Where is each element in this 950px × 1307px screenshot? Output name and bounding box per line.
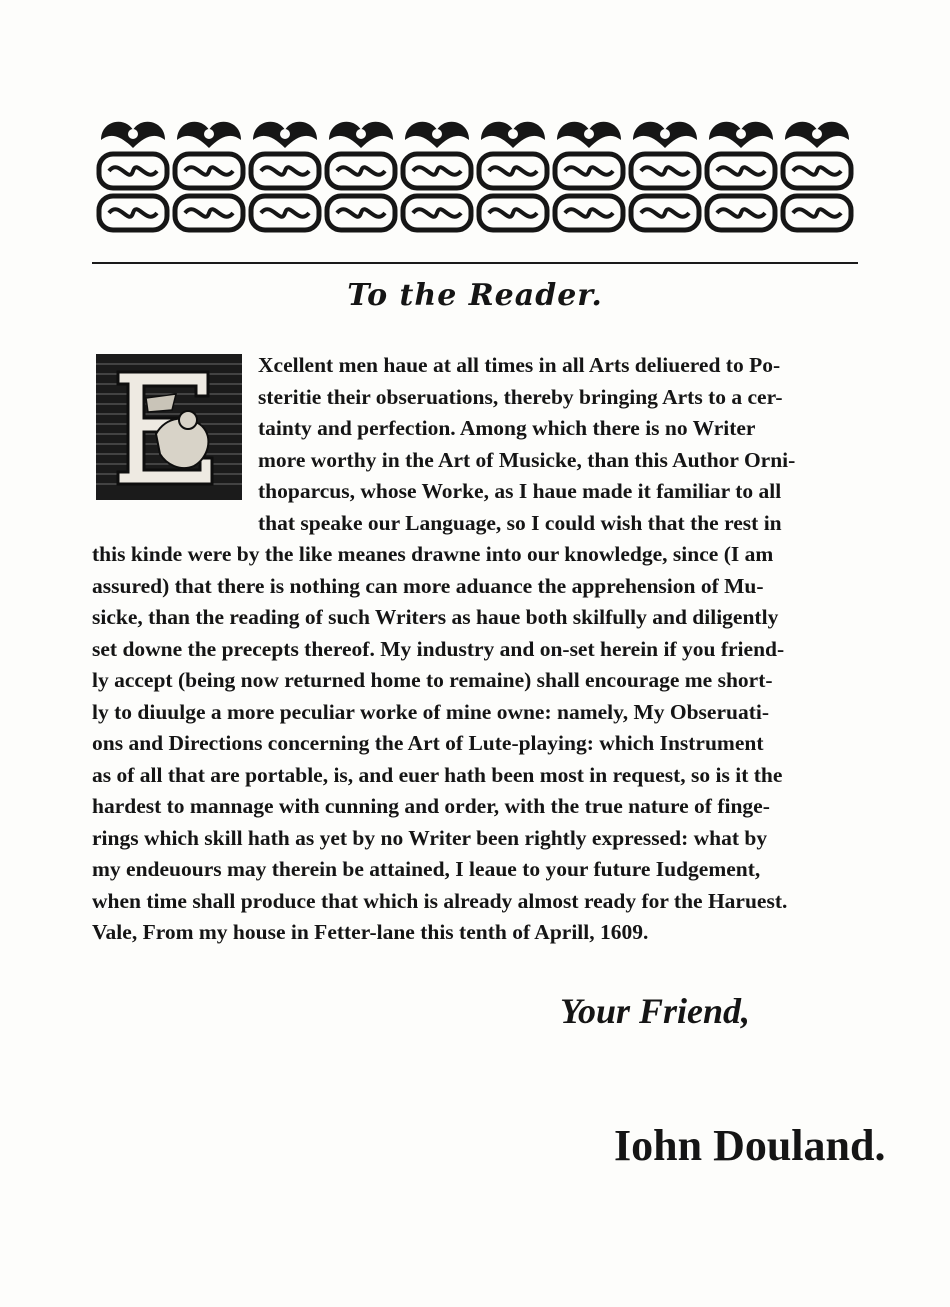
paragraph-line: Xcellent men haue at all times in all Arts deliuered to Po- bbox=[258, 353, 781, 377]
paragraph-line: rings which skill hath as yet by no Writer been rightly expressed: what by bbox=[92, 825, 768, 850]
paragraph-line: Vale, From my house in Fetter-lane this tenth of Aprill, 1609. bbox=[92, 920, 649, 944]
paragraph-line: steritie their obseruations, thereby bringing Arts to a cer- bbox=[258, 384, 783, 409]
floral-band-ornament-icon bbox=[95, 110, 857, 240]
paragraph-line: tainty and perfection. Among which there is no Writer bbox=[258, 416, 756, 440]
paragraph-line: more worthy in the Art of Musicke, than this Author Orni- bbox=[258, 447, 796, 472]
reader-paragraph bbox=[92, 350, 857, 949]
paragraph-line: ons and Directions concerning the Art of Lute-playing: which Instrument bbox=[92, 731, 764, 755]
page-heading: To the Reader. bbox=[347, 278, 603, 313]
paragraph-line: this kinde were by the like meanes drawne into our knowledge, since (I am bbox=[92, 542, 774, 566]
paragraph-line: when time shall produce that which is already almost ready for the Haruest. bbox=[92, 888, 788, 913]
signoff: Your Friend, bbox=[560, 991, 751, 1031]
author-signature: Iohn Douland. bbox=[614, 1121, 886, 1170]
paragraph-line: set downe the precepts thereof. My industry and on-set herein if you friend- bbox=[92, 636, 785, 661]
paragraph-line: assured) that there is nothing can more aduance the apprehension of Mu- bbox=[92, 573, 764, 598]
header-rule bbox=[92, 262, 858, 264]
paragraph-line: ly to diuulge a more peculiar worke of mine owne: namely, My Obseruati- bbox=[92, 699, 769, 724]
paragraph-line: my endeuours may therein be attained, I leaue to your future Iudgement, bbox=[92, 857, 761, 881]
paragraph-line: sicke, than the reading of such Writers as haue both skilfully and diligently bbox=[92, 605, 779, 629]
paragraph-line: that speake our Language, so I could wish that the rest in bbox=[258, 510, 782, 535]
paragraph-line: as of all that are portable, is, and euer hath been most in request, so is it the bbox=[92, 762, 783, 787]
paragraph-line: hardest to mannage with cunning and order, with the true nature of finge- bbox=[92, 794, 770, 818]
paragraph-line: thoparcus, whose Worke, as I haue made it familiar to all bbox=[258, 479, 782, 503]
paragraph-line: ly accept (being now returned home to remaine) shall encourage me short- bbox=[92, 668, 773, 692]
